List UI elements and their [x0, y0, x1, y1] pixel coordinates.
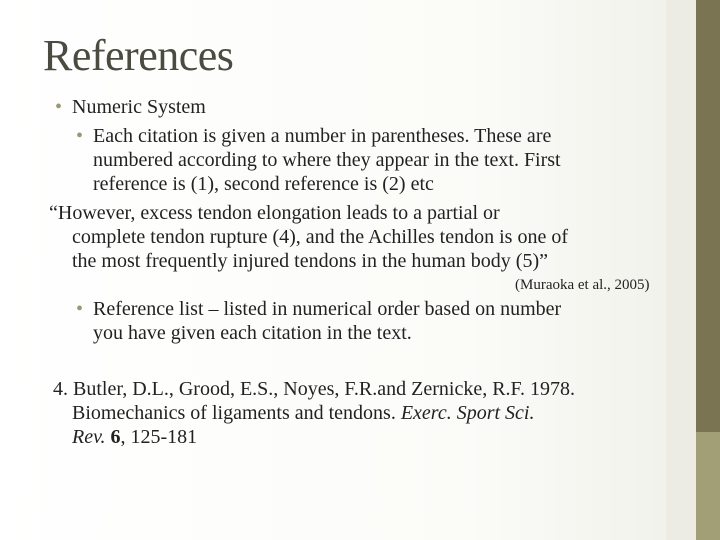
bullet-numeric-system: Numeric System [72, 96, 206, 118]
reference-line [72, 402, 535, 425]
sub-bullet-line: you have given each citation in the text. [93, 322, 412, 344]
sub-bullet-dot: • [76, 125, 84, 147]
sidebar-accent-block [696, 432, 720, 540]
sidebar-light-stripe [666, 0, 696, 540]
reference-line [72, 426, 197, 449]
sub-bullet-line: Reference list – listed in numerical order based on number [93, 298, 562, 320]
sub-bullet-line: reference is (1), second reference is (2) etc [93, 173, 434, 195]
reference-journal-cont: Rev. [72, 426, 106, 448]
quote-line: complete tendon rupture (4), and the Achilles tendon is one of [72, 226, 568, 248]
reference-journal: Exerc. Sport Sci. [400, 402, 535, 424]
bullet-dot: • [55, 96, 63, 118]
reference-title: Biomechanics of ligaments and tendons. [72, 402, 401, 424]
reference-line: 4. Butler, D.L., Grood, E.S., Noyes, F.R.and Zernicke, R.F. 1978. [53, 378, 576, 400]
quote-line: “However, excess tendon elongation leads to a partial or [49, 202, 500, 224]
sub-bullet-line: numbered according to where they appear in the text. First [93, 149, 561, 171]
reference-pages: , 125-181 [120, 426, 198, 448]
sub-bullet-dot: • [76, 298, 84, 320]
reference-volume: 6 [110, 426, 121, 448]
quote-citation: (Muraoka et al., 2005) [515, 277, 650, 293]
quote-line: the most frequently injured tendons in the human body (5)” [72, 250, 549, 272]
sub-bullet-line: Each citation is given a number in parentheses. These are [93, 125, 552, 147]
slide-title: References [43, 31, 234, 80]
